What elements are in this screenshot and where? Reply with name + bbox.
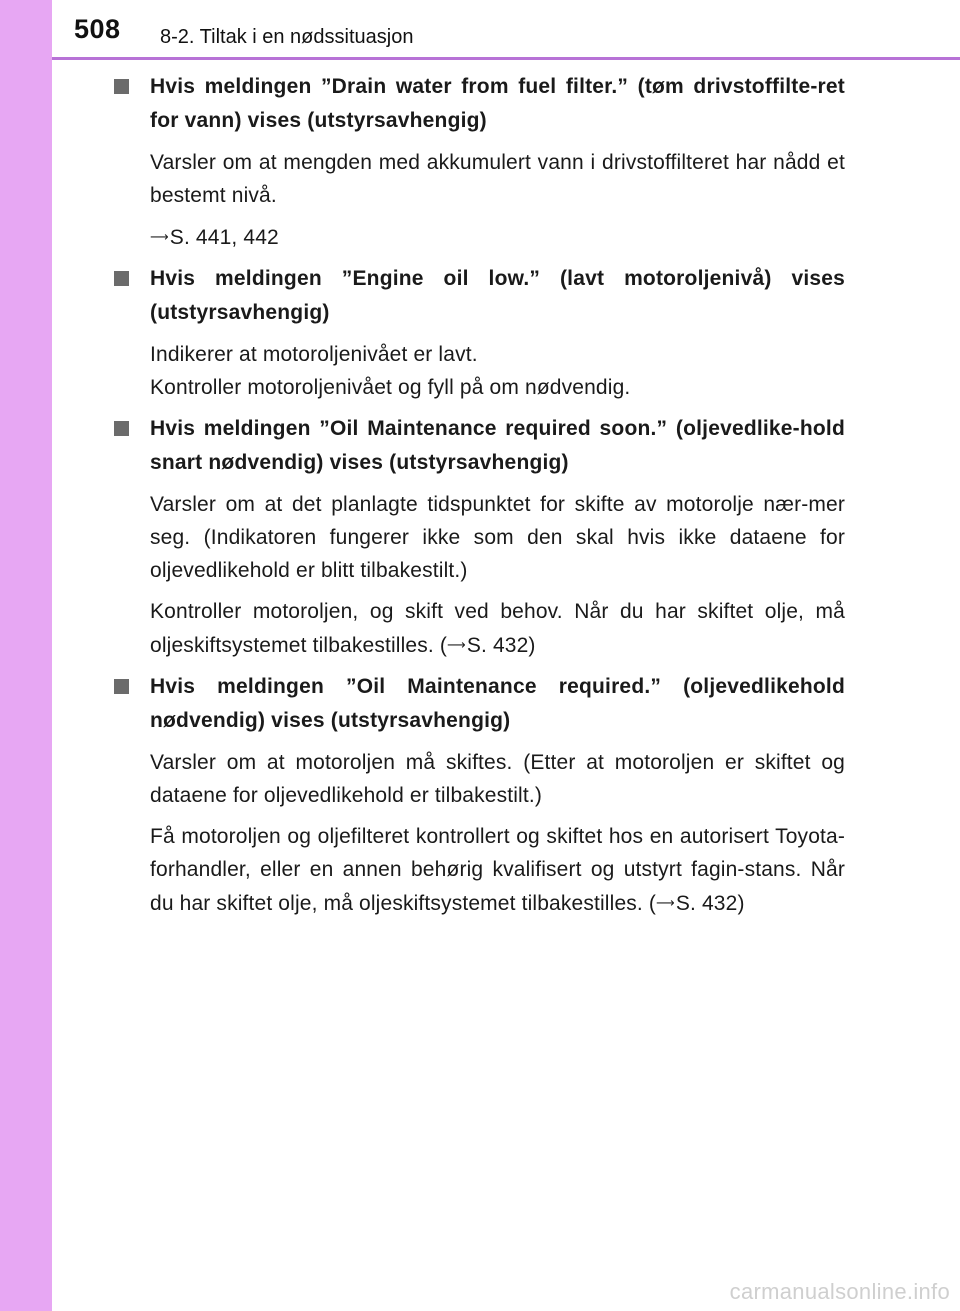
body-paragraph <box>150 820 845 920</box>
body-paragraph <box>150 595 845 662</box>
section-heading <box>114 670 845 738</box>
body-text: Få motoroljen og oljefilteret kontrollert og skiftet hos en autorisert Toyota-forhandler, eller en annen behørig kvalifisert og utstyrt fagin-stans. Når du har skiftet olje, må oljeskiftsystemet tilbakestilles. ( <box>150 825 845 915</box>
body-paragraph <box>150 338 845 404</box>
body-line: Kontroller motoroljenivået og fyll på om nødvendig. <box>150 376 631 399</box>
section-oil-maintenance-required <box>114 670 845 920</box>
section-oil-maintenance-soon <box>114 412 845 662</box>
body-paragraph: Varsler om at motoroljen må skiftes. (Etter at motoroljen er skiftet og dataene for oljevedlikehold er tilbakestilt.) <box>150 751 845 807</box>
arrow-right-icon: ⟶ <box>447 637 466 652</box>
page-reference[interactable] <box>150 220 845 254</box>
square-bullet-icon <box>114 79 129 94</box>
arrow-right-icon: ⟶ <box>656 895 675 910</box>
reference-text: S. 441, 442 <box>169 226 279 249</box>
section-title: 8-2. Tiltak i en nødssituasjon <box>160 26 414 48</box>
body-text: Kontroller motoroljen, og skift ved behov. Når du har skiftet olje, må oljeskiftsystemet tilbakestilles. ( <box>150 600 845 657</box>
section-heading <box>114 70 845 138</box>
section-drain-water <box>114 70 845 254</box>
heading-text: Hvis meldingen ”Oil Maintenance required.” (oljevedlikehold nødvendig) vises (utstyrsavhengig) <box>150 675 845 732</box>
body-paragraph: Varsler om at mengden med akkumulert vann i drivstoffilteret har nådd et bestemt nivå. <box>150 151 845 207</box>
heading-text: Hvis meldingen ”Oil Maintenance required soon.” (oljevedlike-hold snart nødvendig) vises (utstyrsavhengig) <box>150 417 845 474</box>
page-reference[interactable]: S. 432) <box>675 892 745 915</box>
section-engine-oil-low <box>114 262 845 404</box>
section-heading <box>114 412 845 480</box>
watermark: carmanualsonline.info <box>729 1279 950 1304</box>
heading-text: Hvis meldingen ”Drain water from fuel filter.” (tøm drivstoffilte-ret for vann) vises (utstyrsavhengig) <box>150 75 845 132</box>
heading-text: Hvis meldingen ”Engine oil low.” (lavt motoroljenivå) vises (utstyrsavhengig) <box>150 267 845 324</box>
square-bullet-icon <box>114 421 129 436</box>
body-paragraph: Varsler om at det planlagte tidspunktet for skifte av motorolje nær-mer seg. (Indikatoren fungerer ikke som den skal hvis ikke dataene for oljevedlikehold er blitt tilbakestilt.) <box>150 493 845 582</box>
page-content <box>114 70 845 928</box>
page-number: 508 <box>74 14 121 44</box>
chapter-side-tab <box>0 0 52 1311</box>
square-bullet-icon <box>114 679 129 694</box>
arrow-right-icon: ⟶ <box>150 229 169 244</box>
square-bullet-icon <box>114 271 129 286</box>
body-line: Indikerer at motoroljenivået er lavt. <box>150 343 478 366</box>
header-divider <box>52 57 960 60</box>
section-heading <box>114 262 845 330</box>
page-reference[interactable]: S. 432) <box>466 634 536 657</box>
